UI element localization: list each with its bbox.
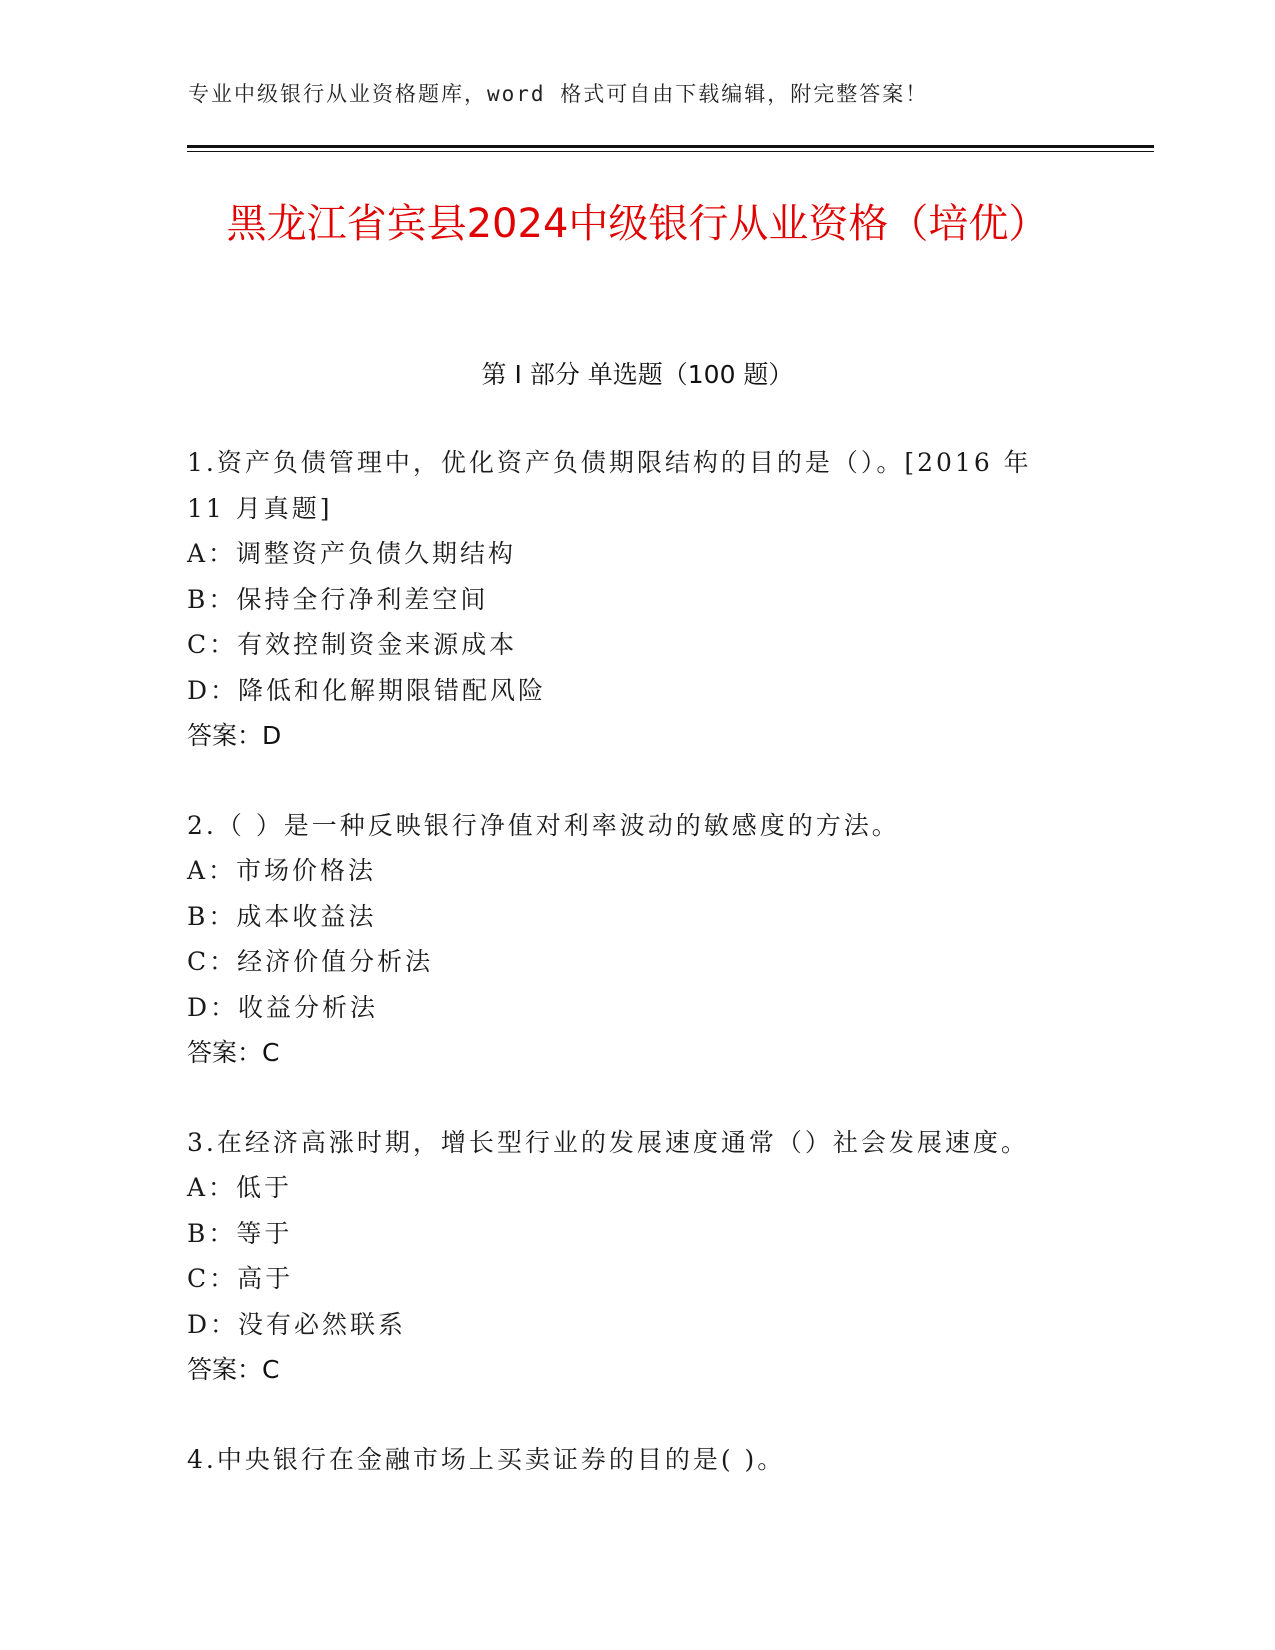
option-d: D：没有必然联系 [187, 1309, 407, 1339]
header-divider-thick [187, 145, 1154, 148]
option-c: C：经济价值分析法 [187, 947, 434, 976]
question-stem: 2.（ ）是一种反映银行净值对利率波动的敏感度的方法。 [187, 810, 900, 840]
option-d: D：降低和化解期限错配风险 [187, 675, 547, 705]
section-title: 第 I 部分 单选题（100 题） [481, 360, 794, 389]
question-list [187, 440, 1067, 1526]
header-divider-thin [187, 151, 1154, 152]
answer: 答案：C [187, 1355, 280, 1384]
question-1 [187, 440, 1067, 759]
option-a: A：市场价格法 [187, 856, 377, 885]
document-title: 黑龙江省宾县2024中级银行从业资格（培优） [226, 201, 1049, 247]
question-stem: 3.在经济高涨时期，增长型行业的发展速度通常（）社会发展速度。 [187, 1127, 1029, 1157]
option-a: A：低于 [187, 1173, 293, 1202]
header-note: 专业中级银行从业资格题库，word 格式可自由下载编辑，附完整答案！ [188, 82, 929, 106]
option-b: B：保持全行净利差空间 [187, 584, 489, 614]
option-d: D：收益分析法 [187, 992, 379, 1022]
question-2 [187, 803, 1067, 1076]
option-b: B：等于 [187, 1218, 293, 1248]
question-4 [187, 1437, 1067, 1483]
option-c: C：有效控制资金来源成本 [187, 630, 518, 659]
question-stem: 4.中央银行在金融市场上买卖证券的目的是( )。 [187, 1444, 786, 1474]
option-b: B：成本收益法 [187, 901, 377, 931]
question-stem: 1.资产负债管理中，优化资产负债期限结构的目的是（）。[2016 年 11 月真题] [187, 448, 1032, 523]
answer: 答案：D [187, 721, 282, 750]
option-c: C：高于 [187, 1264, 294, 1293]
question-3 [187, 1120, 1067, 1393]
answer: 答案：C [187, 1038, 280, 1067]
option-a: A：调整资产负债久期结构 [187, 539, 517, 568]
